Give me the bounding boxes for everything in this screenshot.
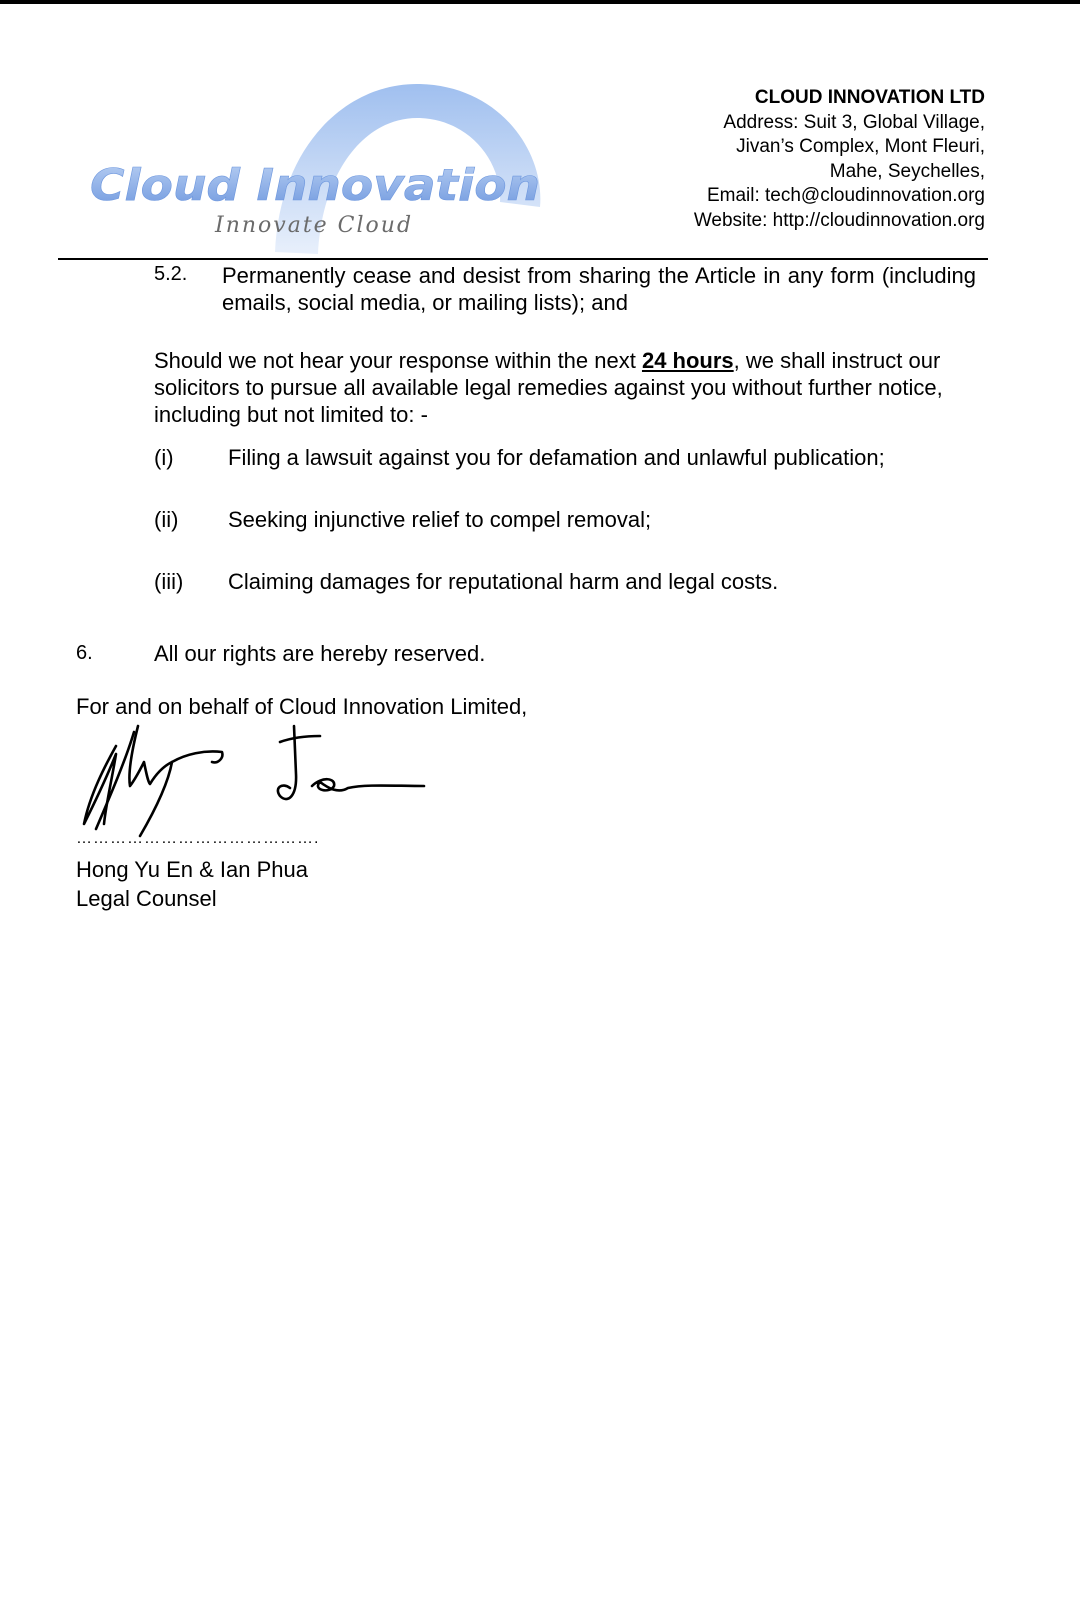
demand-text-after: , we shall instruct our solicitors to pursue all available legal remedies against you without further notice, including but not limited to: - — [154, 348, 943, 427]
address-line-1: Address: Suit 3, Global Village, — [723, 111, 985, 133]
company-logo — [90, 82, 560, 257]
remedy-text-1: Filing a lawsuit against you for defamation and unlawful publication; — [228, 445, 885, 470]
company-email: Email: tech@cloudinnovation.org — [706, 185, 985, 206]
remedy-text-3: Claiming damages for reputational harm and legal costs. — [228, 569, 779, 594]
on-behalf-line: For and on behalf of Cloud Innovation Limited, — [76, 694, 528, 719]
signatory-names: Hong Yu En & Ian Phua — [76, 857, 308, 882]
company-website: Website: http://cloudinnovation.org — [693, 209, 985, 231]
remedy-number-1: (i) — [154, 445, 174, 470]
remedy-number-2: (ii) — [154, 507, 179, 532]
address-line-2: Jivan’s Complex, Mont Fleuri, — [736, 136, 985, 157]
remedy-text-2: Seeking injunctive relief to compel removal; — [228, 507, 652, 532]
header-divider — [58, 258, 988, 260]
handwritten-signatures — [76, 724, 436, 842]
signatory-title: Legal Counsel — [76, 886, 217, 911]
company-contact-block — [694, 86, 985, 233]
clause-6-number: 6. — [76, 642, 93, 664]
svg-text:Innovate Cloud: Innovate Cloud — [215, 213, 414, 238]
svg-text:Cloud Innovation: Cloud Innovation — [90, 160, 540, 211]
clause-5-2-number: 5.2. — [154, 263, 188, 285]
clause-6-text: All our rights are hereby reserved. — [154, 641, 486, 666]
clause-5-2-text: Permanently cease and desist from sharing the Article in any form (including emails, social media, or mailing lists); and — [222, 263, 976, 315]
letter-page — [0, 4, 1080, 1612]
remedy-number-3: (iii) — [154, 569, 184, 594]
company-name: CLOUD INNOVATION LTD — [754, 87, 985, 108]
demand-text-before: Should we not hear your response within the next — [154, 348, 642, 373]
signatory-block — [76, 855, 308, 913]
demand-paragraph — [154, 347, 972, 428]
signature-dotted-line: ……………………………………. — [76, 830, 320, 847]
address-line-3: Mahe, Seychelles, — [829, 160, 985, 182]
deadline-highlight: 24 hours — [641, 348, 734, 373]
